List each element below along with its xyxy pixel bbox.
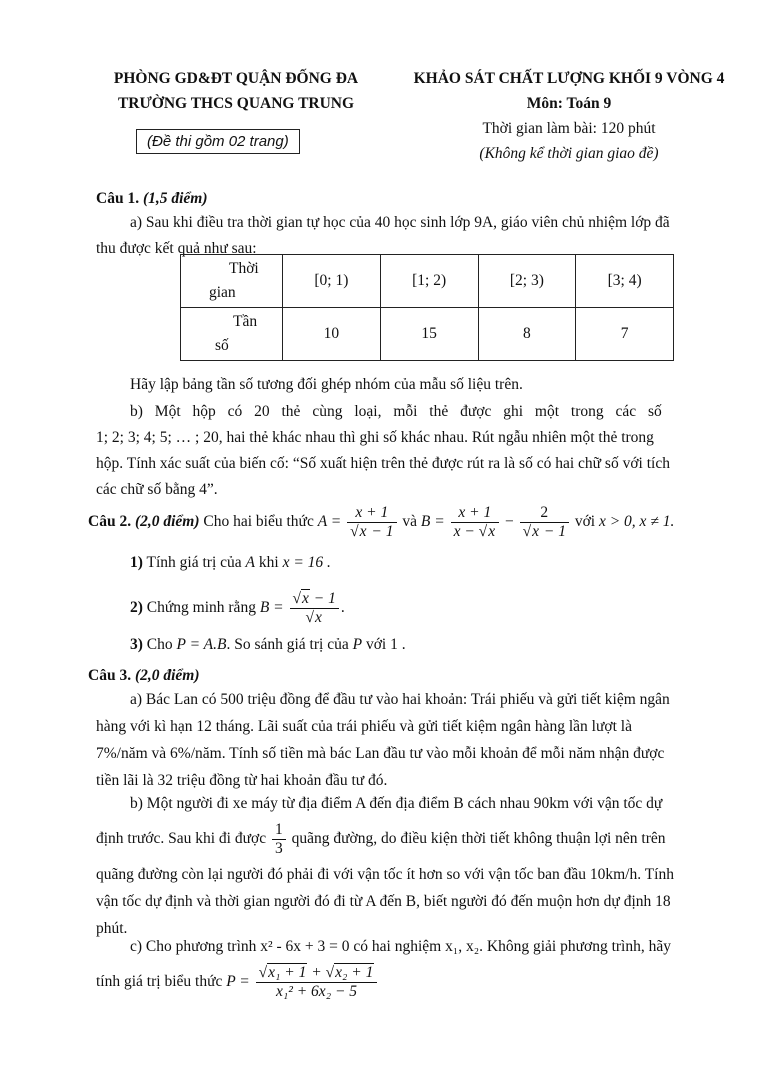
q3-c-line1: c) Cho phương trình x² - 6x + 3 = 0 có hai nghiệm x₁, x₂. Không giải phương trình, hãy — [130, 938, 671, 955]
frequency-table — [180, 254, 674, 361]
q2-points: (2,0 điểm) — [134, 513, 200, 531]
frequency-cell: 7 — [576, 308, 674, 361]
school-name: TRƯỜNG THCS QUANG TRUNG — [117, 95, 355, 112]
q2-part-3: 3) Cho P = A.B. So sánh giá trị của P với 1 . — [130, 636, 406, 653]
q3-b-line2b: quãng đường, do điều kiện thời tiết không thuận lợi nên trên — [291, 830, 666, 847]
q3-a-line3: 7%/năm và 6%/năm. Tính số tiền mà bác Lan đầu tư vào mỗi khoản để mỗi năm nhận được — [96, 745, 665, 762]
q1-a-task: Hãy lập bảng tần số tương đối ghép nhóm của mẫu số liệu trên. — [130, 376, 523, 393]
table-row — [181, 255, 674, 308]
freq-label-a: Tần — [233, 313, 258, 330]
exam-header — [384, 66, 754, 166]
q3-c-line2-text: tính giá trị biểu thức — [96, 973, 223, 991]
q3-points: (2,0 điểm) — [134, 667, 200, 684]
q2-condition: x > 0, x ≠ 1. — [598, 513, 675, 531]
interval-cell: [3; 4) — [576, 255, 674, 308]
q3-c-line2: tính giá trị biểu thức P = $\frac{\text{√x₁ + 1 + √x₂ + 1}}{\text{x₁² + 6x₂ − 5}}$ — [96, 964, 721, 1001]
q2-p2-text: Chứng minh rằng — [146, 599, 256, 617]
q1-b-line2: 1; 2; 3; 4; 5; … ; 20, hai thẻ khác nhau thì ghi số khác nhau. Rút ngẫu nhiên một thẻ trong — [96, 429, 654, 446]
q3-a-line1: a) Bác Lan có 500 triệu đồng để đầu tư vào hai khoản: Trái phiếu và gửi tiết kiệm ngân — [130, 691, 670, 708]
frequency-cell: 10 — [283, 308, 381, 361]
q3-part-b — [96, 791, 721, 942]
expr-b-proof-fraction: $\frac{√x - 1}{√x}$ — [290, 590, 339, 627]
exam-time-note: (Không kể thời gian giao đề) — [479, 145, 659, 162]
q1-a-line1: a) Sau khi điều tra thời gian tự học của 40 học sinh lớp 9A, giáo viên chủ nhiệm lớp đã — [130, 214, 670, 231]
exam-time: Thời gian làm bài: 120 phút — [482, 120, 656, 137]
freq-header-cell — [181, 308, 283, 361]
q2-part-1: 1) Tính giá trị của A khi x = 16 . — [130, 554, 331, 571]
q3-part-a — [96, 686, 721, 794]
q2-p1-when: khi — [258, 554, 279, 571]
q2-p3-text: Cho — [146, 636, 173, 653]
freq-label-b: số — [215, 337, 229, 354]
q3-b-line4: vận tốc dự định và thời gian người đó đi từ A đến B, biết người đó đến muộn hơn dự định 18 — [96, 893, 671, 910]
table-row — [181, 308, 674, 361]
expr-b-lhs: B = — [420, 513, 445, 531]
expr-p-fraction: $\frac{\text{√x₁ + 1 + √x₂ + 1}}{\text{x₁² + 6x₂ − 5}}$ — [256, 964, 378, 1001]
pages-note: (Đề thi gồm 02 trang) — [147, 133, 289, 150]
q1-b-line3: hộp. Tính xác suất của biến cố: “Số xuất hiện trên thẻ được rút ra là số có hai chữ số với tích — [96, 455, 670, 472]
q3-b-line5: phút. — [96, 920, 128, 937]
q2-p1-text: Tính giá trị của — [146, 554, 242, 571]
subject: Môn: Toán 9 — [526, 95, 612, 112]
q3-b-line1: b) Một người đi xe máy từ địa điểm A đến địa điểm B cách nhau 90km với vận tốc dự — [130, 795, 663, 812]
q3-b-line2 — [96, 817, 721, 861]
q2-p3-expr: P = A.B — [176, 636, 227, 653]
q2-p2-num: 2) — [130, 599, 143, 617]
exam-title: KHẢO SÁT CHẤT LƯỢNG KHỐI 9 VÒNG 4 — [413, 70, 725, 87]
interval-cell: [0; 1) — [283, 255, 381, 308]
interval-cell: [1; 2) — [380, 255, 478, 308]
q2-heading: Câu 2. (2,0 điểm) Cho hai biểu thức A = $\frac{x + 1}{√x - 1}$ và B = $\frac{x + 1}{x - √x}$ − $\frac{2}{√x - 1}$ với x > 0, x ≠ 1. — [88, 504, 675, 540]
time-header-cell — [181, 255, 283, 308]
q2-p3-num: 3) — [130, 636, 143, 653]
q1-b-line1: b) Một hộp có 20 thẻ cùng loại, mỗi thẻ được ghi một trong các số — [130, 403, 662, 420]
q2-label: Câu 2. — [88, 513, 132, 531]
q2-p3-end: với 1 . — [365, 636, 406, 653]
q2-part-2: 2) Chứng minh rằng B = $\frac{√x - 1}{√x}$ . — [130, 590, 345, 626]
q3-part-c — [96, 934, 721, 1001]
frequency-cell: 8 — [478, 308, 576, 361]
q3-a-line4: tiền lãi là 32 triệu đồng từ hai khoản đầu tư đó. — [96, 772, 388, 789]
q1-heading — [96, 186, 208, 212]
q3-b-line2a: định trước. Sau khi đi được — [96, 830, 267, 847]
expr-a-lhs: A = — [317, 513, 342, 531]
time-label-b: gian — [209, 284, 236, 301]
interval-cell: [2; 3) — [478, 255, 576, 308]
frequency-cell: 15 — [380, 308, 478, 361]
q3-label: Câu 3. — [88, 667, 132, 684]
q2-and: và — [402, 513, 418, 531]
department-name: PHÒNG GD&ĐT QUẬN ĐỐNG ĐA — [113, 70, 359, 87]
pages-note-box — [136, 129, 300, 154]
one-third-fraction: $\frac{1}{3}$ — [272, 821, 286, 858]
school-header — [96, 66, 376, 116]
q2-p1-val: x = 16 . — [282, 554, 331, 571]
q2-p3-rest: . So sánh giá trị của — [226, 636, 349, 653]
q2-p1-num: 1) — [130, 554, 143, 571]
expr-a-fraction: $\frac{x + 1}{√x - 1}$ — [347, 504, 396, 541]
q1-label: Câu 1. — [96, 190, 140, 207]
q2-intro: Cho hai biểu thức — [203, 513, 314, 531]
q1-b-line4: các chữ số bằng 4”. — [96, 481, 218, 498]
q1-points: (1,5 điểm) — [142, 190, 208, 207]
time-label-a: Thời — [229, 260, 259, 277]
q3-b-line3: quãng đường còn lại người đó phải đi với vận tốc ít hơn so với vận tốc ban đầu 10km/h. Tính — [96, 866, 674, 883]
expr-b-fraction-1: $\frac{x + 1}{x - √x}$ — [451, 504, 500, 541]
q1-part-b — [96, 399, 721, 503]
q2-with: với — [574, 513, 596, 531]
q1-a-line2: thu được kết quả như sau: — [96, 240, 257, 257]
q3-a-line2: hàng với kì hạn 12 tháng. Lãi suất của trái phiếu và gửi tiết kiệm ngân hàng lần lượt là — [96, 718, 632, 735]
expr-b-fraction-2: $\frac{2}{√x - 1}$ — [520, 504, 569, 541]
